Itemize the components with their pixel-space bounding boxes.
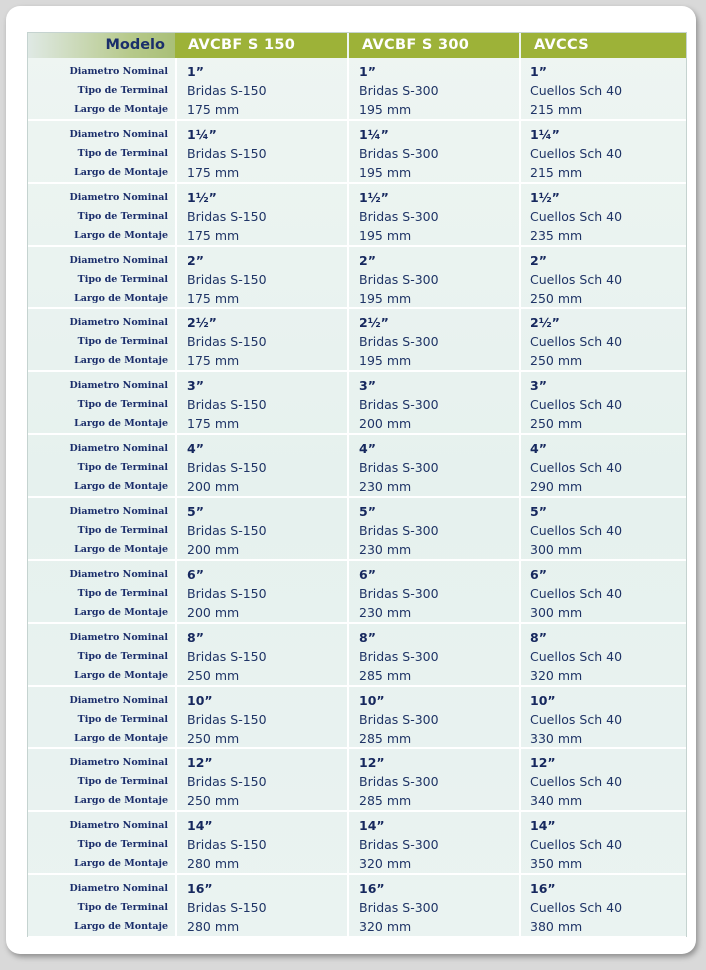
length-value: 290 mm — [530, 479, 583, 495]
terminal-value: Bridas S-150 — [187, 145, 267, 161]
diameter-value: 10” — [359, 692, 385, 708]
row-label-largo: Largo de Montaje — [74, 292, 168, 304]
terminal-value: Bridas S-150 — [187, 900, 267, 916]
row-label-tipo: Tipo de Terminal — [77, 336, 168, 348]
row-label-largo: Largo de Montaje — [74, 481, 168, 493]
terminal-value: Bridas S-150 — [187, 397, 267, 413]
terminal-value: Bridas S-150 — [187, 271, 267, 287]
terminal-value: Cuellos Sch 40 — [530, 334, 623, 350]
diameter-value: 6” — [530, 566, 547, 582]
terminal-value: Bridas S-150 — [187, 523, 267, 539]
length-value: 330 mm — [530, 730, 583, 746]
terminal-value: Cuellos Sch 40 — [530, 208, 623, 224]
terminal-value: Cuellos Sch 40 — [530, 271, 623, 287]
table-row — [28, 749, 686, 812]
row-label-largo: Largo de Montaje — [74, 229, 168, 241]
row-label-diametro: Diametro Nominal — [69, 443, 168, 455]
row-label-tipo: Tipo de Terminal — [77, 462, 168, 474]
header-col-avcbf-s300: AVCBF S 300 — [349, 33, 519, 58]
length-value: 175 mm — [187, 102, 240, 117]
diameter-value: 8” — [359, 629, 376, 645]
row-label-tipo: Tipo de Terminal — [77, 273, 168, 285]
table-row — [28, 435, 686, 498]
row-label-diametro: Diametro Nominal — [69, 128, 168, 140]
terminal-value: Bridas S-300 — [359, 271, 439, 287]
row-label-largo: Largo de Montaje — [74, 544, 168, 556]
terminal-value: Bridas S-300 — [359, 334, 439, 350]
diameter-value: 1¼” — [359, 126, 389, 142]
terminal-value: Bridas S-150 — [187, 334, 267, 350]
terminal-value: Bridas S-300 — [359, 460, 439, 476]
terminal-value: Bridas S-150 — [187, 648, 267, 664]
terminal-value: Cuellos Sch 40 — [530, 397, 623, 413]
page-card — [6, 6, 696, 954]
diameter-value: 16” — [187, 881, 213, 897]
table-row — [28, 875, 686, 938]
row-label-diametro: Diametro Nominal — [69, 883, 168, 895]
diameter-value: 5” — [187, 504, 204, 520]
length-value: 320 mm — [359, 856, 412, 872]
length-value: 175 mm — [187, 164, 240, 180]
length-value: 175 mm — [187, 290, 240, 306]
terminal-value: Cuellos Sch 40 — [530, 523, 623, 539]
terminal-value: Bridas S-300 — [359, 523, 439, 539]
row-label-tipo: Tipo de Terminal — [77, 85, 168, 96]
terminal-value: Bridas S-150 — [187, 585, 267, 601]
diameter-value: 16” — [530, 881, 556, 897]
table-row — [28, 121, 686, 184]
length-value: 195 mm — [359, 164, 412, 180]
terminal-value: Cuellos Sch 40 — [530, 145, 623, 161]
length-value: 280 mm — [187, 919, 240, 935]
length-value: 175 mm — [187, 227, 240, 243]
terminal-value: Bridas S-150 — [187, 837, 267, 853]
terminal-value: Cuellos Sch 40 — [530, 460, 623, 476]
length-value: 250 mm — [187, 667, 240, 683]
diameter-value: 10” — [530, 692, 556, 708]
diameter-value: 3” — [530, 378, 547, 394]
header-col-avcbf-s150: AVCBF S 150 — [175, 33, 347, 58]
length-value: 350 mm — [530, 856, 583, 872]
diameter-value: 2½” — [187, 315, 217, 331]
row-label-largo: Largo de Montaje — [74, 921, 168, 933]
diameter-value: 2” — [187, 252, 204, 268]
row-label-tipo: Tipo de Terminal — [77, 776, 168, 788]
row-label-tipo: Tipo de Terminal — [77, 713, 168, 725]
length-value: 250 mm — [187, 730, 240, 746]
terminal-value: Cuellos Sch 40 — [530, 83, 623, 98]
row-label-largo: Largo de Montaje — [74, 166, 168, 178]
diameter-value: 1” — [530, 64, 547, 79]
table-row — [28, 812, 686, 875]
terminal-value: Bridas S-300 — [359, 397, 439, 413]
terminal-value: Bridas S-300 — [359, 83, 439, 98]
row-label-largo: Largo de Montaje — [74, 418, 168, 430]
length-value: 200 mm — [187, 604, 240, 620]
row-label-tipo: Tipo de Terminal — [77, 839, 168, 851]
diameter-value: 6” — [359, 566, 376, 582]
diameter-value: 3” — [187, 378, 204, 394]
terminal-value: Bridas S-300 — [359, 774, 439, 790]
row-label-tipo: Tipo de Terminal — [77, 399, 168, 411]
terminal-value: Bridas S-150 — [187, 83, 267, 98]
diameter-value: 8” — [187, 629, 204, 645]
row-label-diametro: Diametro Nominal — [69, 757, 168, 769]
diameter-value: 16” — [359, 881, 385, 897]
terminal-value: Bridas S-150 — [187, 774, 267, 790]
length-value: 250 mm — [530, 290, 583, 306]
table-row — [28, 247, 686, 310]
length-value: 195 mm — [359, 227, 412, 243]
row-label-diametro: Diametro Nominal — [69, 694, 168, 706]
row-label-tipo: Tipo de Terminal — [77, 902, 168, 914]
length-value: 380 mm — [530, 919, 583, 935]
length-value: 230 mm — [359, 479, 412, 495]
length-value: 280 mm — [187, 856, 240, 872]
row-label-diametro: Diametro Nominal — [69, 631, 168, 643]
diameter-value: 1” — [187, 64, 204, 79]
table-header — [28, 33, 686, 58]
diameter-value: 2” — [530, 252, 547, 268]
diameter-value: 8” — [530, 629, 547, 645]
row-label-tipo: Tipo de Terminal — [77, 587, 168, 599]
length-value: 175 mm — [187, 353, 240, 369]
length-value: 200 mm — [359, 416, 412, 432]
length-value: 215 mm — [530, 102, 583, 117]
length-value: 250 mm — [530, 416, 583, 432]
length-value: 320 mm — [359, 919, 412, 935]
header-col-avccs: AVCCS — [521, 33, 686, 58]
diameter-value: 12” — [530, 755, 556, 771]
terminal-value: Cuellos Sch 40 — [530, 585, 623, 601]
diameter-value: 12” — [359, 755, 385, 771]
table-row — [28, 561, 686, 624]
row-label-largo: Largo de Montaje — [74, 732, 168, 744]
length-value: 230 mm — [359, 604, 412, 620]
row-label-diametro: Diametro Nominal — [69, 191, 168, 203]
table-row — [28, 372, 686, 435]
diameter-value: 5” — [530, 504, 547, 520]
diameter-value: 1½” — [530, 189, 560, 205]
diameter-value: 2½” — [530, 315, 560, 331]
row-label-largo: Largo de Montaje — [74, 858, 168, 870]
terminal-value: Cuellos Sch 40 — [530, 711, 623, 727]
length-value: 300 mm — [530, 542, 583, 558]
terminal-value: Cuellos Sch 40 — [530, 774, 623, 790]
row-label-diametro: Diametro Nominal — [69, 820, 168, 832]
diameter-value: 4” — [359, 441, 376, 457]
length-value: 285 mm — [359, 793, 412, 809]
length-value: 285 mm — [359, 730, 412, 746]
terminal-value: Bridas S-300 — [359, 711, 439, 727]
diameter-value: 4” — [530, 441, 547, 457]
terminal-value: Bridas S-150 — [187, 711, 267, 727]
terminal-value: Bridas S-150 — [187, 460, 267, 476]
length-value: 215 mm — [530, 164, 583, 180]
row-label-largo: Largo de Montaje — [74, 795, 168, 807]
row-label-tipo: Tipo de Terminal — [77, 147, 168, 159]
length-value: 200 mm — [187, 542, 240, 558]
terminal-value: Cuellos Sch 40 — [530, 648, 623, 664]
diameter-value: 6” — [187, 566, 204, 582]
terminal-value: Bridas S-300 — [359, 648, 439, 664]
table-row — [28, 624, 686, 687]
diameter-value: 14” — [530, 818, 556, 834]
table-row — [28, 498, 686, 561]
terminal-value: Bridas S-300 — [359, 837, 439, 853]
table-row — [28, 687, 686, 750]
terminal-value: Bridas S-300 — [359, 145, 439, 161]
length-value: 195 mm — [359, 290, 412, 306]
row-label-diametro: Diametro Nominal — [69, 380, 168, 392]
terminal-value: Bridas S-300 — [359, 900, 439, 916]
diameter-value: 1½” — [187, 189, 217, 205]
row-label-diametro: Diametro Nominal — [69, 568, 168, 580]
length-value: 250 mm — [530, 353, 583, 369]
header-model-label: Modelo — [28, 33, 175, 58]
terminal-value: Bridas S-300 — [359, 208, 439, 224]
row-label-largo: Largo de Montaje — [74, 355, 168, 367]
diameter-value: 14” — [187, 818, 213, 834]
diameter-value: 1½” — [359, 189, 389, 205]
row-label-largo: Largo de Montaje — [74, 104, 168, 115]
row-label-largo: Largo de Montaje — [74, 606, 168, 618]
diameter-value: 1” — [359, 64, 376, 79]
length-value: 285 mm — [359, 667, 412, 683]
diameter-value: 2” — [359, 252, 376, 268]
table-row — [28, 184, 686, 247]
diameter-value: 10” — [187, 692, 213, 708]
length-value: 320 mm — [530, 667, 583, 683]
row-label-diametro: Diametro Nominal — [69, 317, 168, 329]
table-row — [28, 309, 686, 372]
length-value: 300 mm — [530, 604, 583, 620]
length-value: 200 mm — [187, 479, 240, 495]
diameter-value: 14” — [359, 818, 385, 834]
row-label-diametro: Diametro Nominal — [69, 506, 168, 518]
terminal-value: Bridas S-150 — [187, 208, 267, 224]
diameter-value: 4” — [187, 441, 204, 457]
length-value: 340 mm — [530, 793, 583, 809]
diameter-value: 5” — [359, 504, 376, 520]
diameter-value: 3” — [359, 378, 376, 394]
length-value: 195 mm — [359, 353, 412, 369]
row-label-tipo: Tipo de Terminal — [77, 210, 168, 222]
terminal-value: Cuellos Sch 40 — [530, 900, 623, 916]
diameter-value: 1¼” — [187, 126, 217, 142]
length-value: 195 mm — [359, 102, 412, 117]
length-value: 235 mm — [530, 227, 583, 243]
length-value: 230 mm — [359, 542, 412, 558]
spec-table — [27, 32, 687, 937]
row-label-diametro: Diametro Nominal — [69, 254, 168, 266]
diameter-value: 1¼” — [530, 126, 560, 142]
length-value: 250 mm — [187, 793, 240, 809]
row-label-diametro: Diametro Nominal — [69, 66, 168, 77]
terminal-value: Bridas S-300 — [359, 585, 439, 601]
table-row — [28, 58, 686, 121]
terminal-value: Cuellos Sch 40 — [530, 837, 623, 853]
diameter-value: 2½” — [359, 315, 389, 331]
length-value: 175 mm — [187, 416, 240, 432]
row-label-largo: Largo de Montaje — [74, 669, 168, 681]
diameter-value: 12” — [187, 755, 213, 771]
row-label-tipo: Tipo de Terminal — [77, 525, 168, 537]
row-label-tipo: Tipo de Terminal — [77, 650, 168, 662]
